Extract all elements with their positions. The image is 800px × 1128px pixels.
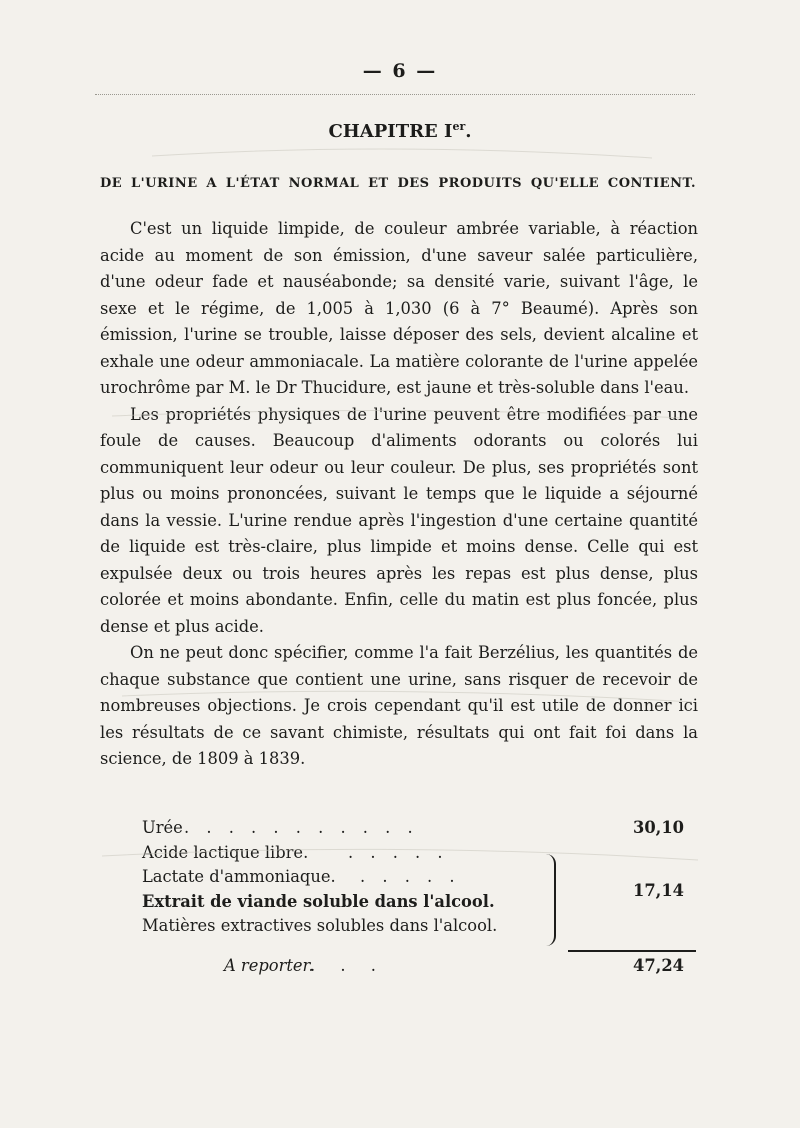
page-number: — 6 — [362, 60, 438, 82]
leader-dots: . . . . . [348, 842, 449, 862]
table-row [120, 890, 698, 915]
chapter-title-period: . [465, 121, 472, 142]
paragraph: On ne peut donc spécifier, comme l'a fait Berzélius, les quantités de chaque substance que contient une urine, sans risquer de recevoir de nombreuses objections. Je crois cependant qu'il est utile de donner ici les résultats de ce savant chimiste, résultats qui ont fait foi dans la science, de 1809 à 1839. [100, 643, 698, 768]
grouping-brace [542, 854, 556, 946]
report-label: A reporter. [224, 956, 314, 975]
row-label: Matières extractives solubles dans l'alcool. [142, 916, 498, 936]
chapter-title-text: CHAPITRE I [328, 121, 453, 142]
report-row [120, 953, 698, 979]
total-rule [568, 950, 696, 952]
body-text [100, 216, 698, 773]
row-label: Acide lactique libre. [142, 842, 309, 862]
leader-dots: . . . [310, 956, 386, 975]
group-value: 17,14 [633, 881, 684, 900]
row-label: Lactate d'ammoniaque. [142, 867, 336, 887]
leader-dots: . . . . . [360, 867, 461, 887]
table-row [120, 865, 698, 890]
table-row [120, 816, 698, 841]
table-row [120, 914, 698, 939]
header-rule [95, 94, 695, 95]
row-label: Extrait de viande soluble dans l'alcool. [142, 891, 495, 911]
section-title: DE L'URINE A L'ÉTAT NORMAL ET DES PRODUITS QU'ELLE CONTIENT. [100, 176, 696, 191]
chapter-title-superscript: er [452, 120, 466, 133]
row-value: 30,10 [633, 818, 684, 837]
row-label: Urée [142, 818, 183, 837]
table-row [120, 841, 698, 866]
paragraph: C'est un liquide limpide, de couleur ambrée variable, à réaction acide au moment de son émission, d'une saveur salée particulière, d'une odeur fade et nauséabonde; sa densité varie, suivant l'âge, le sexe et le régime, de 1,005 à 1,030 (6 à 7° Beaumé). Après son émission, l'urine se trouble, laisse déposer des sels, devient alcaline et exhale une odeur ammoniacale. La matière colorante de l'urine appelée urochrôme par M. le Dr Thucidure, est jaune et très-soluble dans l'eau. [100, 219, 698, 397]
composition-table [120, 816, 698, 975]
paragraph: Les propriétés physiques de l'urine peuvent être modifiées par une foule de causes. Beaucoup d'aliments odorants ou colorés lui communiquent leur odeur ou leur couleur. De plus, ses propriétés sont plus ou moins prononcées, suivant le temps que le liquide a séjourné dans la vessie. L'urine rendue après l'ingestion d'une certaine quantité de liquide est très-claire, plus limpide et moins dense. Celle qui est expulsée deux ou trois heures après les repas est plus dense, plus colorée et moins abondante. Enfin, celle du matin est plus foncée, plus dense et plus acide. [100, 404, 698, 636]
chapter-title [0, 120, 800, 142]
total-value: 47,24 [633, 956, 684, 975]
leader-dots: . . . . . . . . . . . [184, 818, 419, 837]
